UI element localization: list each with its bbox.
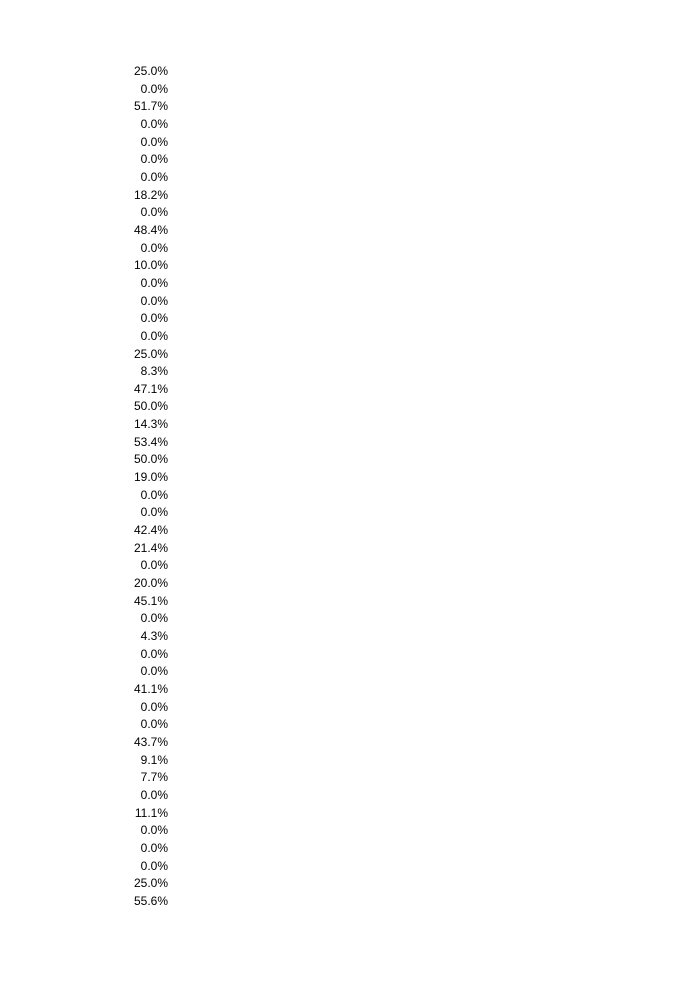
percentage-cell: 0.0% — [140, 134, 168, 149]
percentage-cell: 0.0% — [140, 858, 168, 873]
percentage-cell: 0.0% — [140, 717, 168, 732]
percentage-cell: 10.0% — [133, 258, 168, 273]
percentage-cell: 18.2% — [133, 187, 168, 202]
percentage-cell: 0.0% — [140, 840, 168, 855]
percentage-cell: 0.0% — [140, 558, 168, 573]
percentage-cell: 51.7% — [133, 99, 168, 114]
percentage-cell: 0.0% — [140, 699, 168, 714]
percentage-cell: 0.0% — [140, 116, 168, 131]
percentage-cell: 0.0% — [140, 505, 168, 520]
percentage-cell: 25.0% — [133, 876, 168, 891]
percentage-cell: 0.0% — [140, 275, 168, 290]
percentage-cell: 8.3% — [140, 364, 168, 379]
percentage-cell: 11.1% — [134, 805, 168, 820]
percentage-cell: 0.0% — [140, 240, 168, 255]
percentage-cell: 50.0% — [133, 452, 168, 467]
percentage-cell: 0.0% — [140, 611, 168, 626]
percentage-cell: 0.0% — [140, 787, 168, 802]
percentage-cell: 53.4% — [133, 434, 168, 449]
percentage-cell: 7.7% — [140, 770, 168, 785]
percentage-cell: 0.0% — [140, 487, 168, 502]
percentage-cell: 20.0% — [133, 576, 168, 591]
percentage-cell: 47.1% — [133, 381, 168, 396]
percentage-cell: 0.0% — [140, 205, 168, 220]
percentage-cell: 0.0% — [140, 169, 168, 184]
percentage-cell: 9.1% — [140, 752, 168, 767]
percentage-cell: 0.0% — [140, 152, 168, 167]
percentage-cell: 41.1% — [133, 681, 168, 696]
percentage-cell: 19.0% — [133, 470, 168, 485]
percentage-cell: 43.7% — [133, 734, 168, 749]
percentage-cell: 0.0% — [140, 81, 168, 96]
percentage-cell: 0.0% — [140, 293, 168, 308]
percentage-cell: 4.3% — [140, 629, 168, 643]
percentage-cell: 0.0% — [140, 328, 168, 343]
percentage-cell: 42.4% — [133, 523, 168, 538]
percentage-cell: 0.0% — [140, 664, 168, 679]
percentage-cell: 0.0% — [140, 823, 168, 838]
percentage-cell: 14.3% — [133, 417, 168, 432]
percentage-cell: 0.0% — [140, 311, 168, 326]
percentage-cell: 50.0% — [133, 399, 168, 414]
percentage-cell: 25.0% — [133, 64, 168, 78]
percentage-cell: 25.0% — [133, 346, 168, 361]
percentage-cell: 45.1% — [133, 593, 168, 608]
percentage-cell: 48.4% — [133, 222, 168, 237]
percentage-cell: 55.6% — [133, 893, 168, 908]
percentage-column — [120, 63, 168, 911]
percentage-cell: 21.4% — [133, 540, 168, 555]
percentage-cell: 0.0% — [140, 646, 168, 661]
